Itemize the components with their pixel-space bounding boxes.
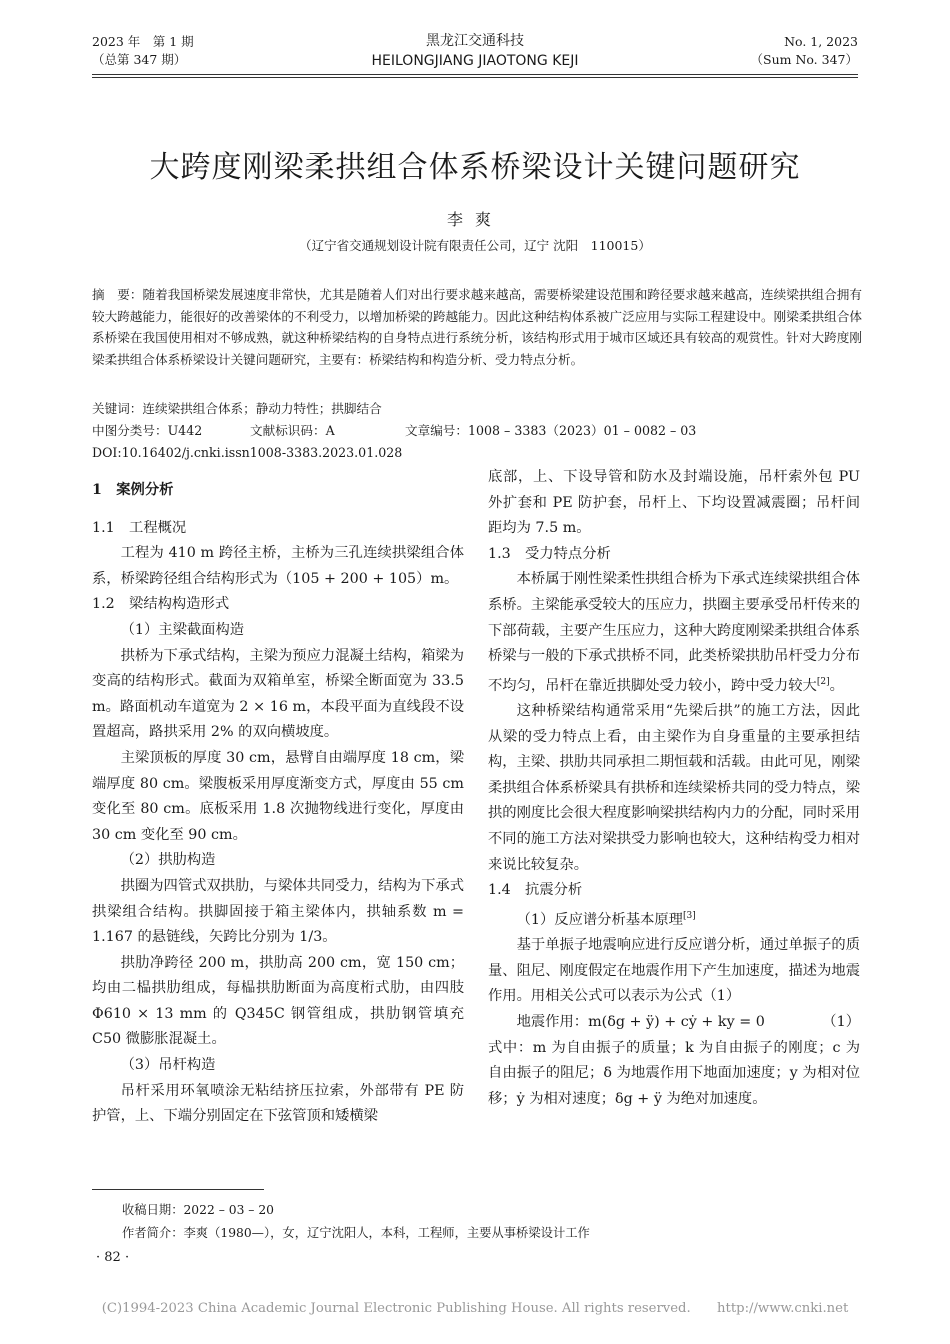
abstract: 摘 要：随着我国桥梁发展速度非常快，尤其是随着人们对出行要求越来越高，需要桥梁建设范围和跨径要求越来越高，连续梁拱组合拥有较大跨越能力，能很好的改善梁体的不利受力，以增加桥梁的跨越能力。因此这种结构体系被广泛应用与实际工程建设中。刚梁柔拱组合体系桥梁在我国使用相对不够成熟，就这种桥梁结构的自身特点进行系统分析，该结构形式用于城市区域还具有较高的观赏性。针对大跨度刚梁柔拱组合体系桥梁设计关键问题研究，主要有：桥梁结构和构造分析、受力特点分析。 — [92, 287, 862, 367]
section-heading-1-4: 1.4 抗震分析 — [488, 882, 583, 899]
doi: DOI:10.16402/j.cnki.issn1008-3383.2023.01.028 — [92, 445, 403, 460]
header-number — [751, 33, 859, 69]
paragraph: 拱肋净跨径 200 m，拱肋高 200 cm，宽 150 cm；均由二榀拱肋组成，每榀拱肋断面为高度桁式肋，由四肢 Φ610 × 13 mm 的 Q345C 钢管组成，拱肋钢管填充 C50 微膨胀混凝土。 — [92, 954, 464, 1048]
right-column — [488, 465, 860, 1112]
header-number-line1: No. 1, 2023 — [784, 34, 858, 49]
subsection-heading: （1）主梁截面构造 — [120, 621, 245, 638]
subsection-heading: （2）拱肋构造 — [120, 852, 216, 869]
copyright-footer: (C)1994-2023 China Academic Journal Electronic Publishing House. All rights reserved. http://www.cnki.net — [101, 1301, 849, 1316]
citation-2: [2] — [816, 676, 830, 687]
paragraph-text: 本桥属于刚性梁柔性拱组合桥为下承式连续梁拱组合体系桥。主梁能承受较大的压应力，拱圈主要承受吊杆传来的下部荷载，主要产生压应力，这种大跨度刚梁柔拱组合体系桥梁与一般的下承式拱桥不同，此类桥梁拱肋吊杆受力分布不均匀，吊杆在靠近拱脚处受力较小，跨中受力较大 — [488, 571, 860, 694]
keywords: 关键词：连续梁拱组合体系；静动力特性；拱脚结合 — [92, 401, 382, 416]
header-issue-line1: 2023 年 第 1 期 — [92, 34, 194, 49]
journal-name-en: HEILONGJIANG JIAOTONG KEJI — [371, 53, 579, 69]
classification-number: 中图分类号：U442 — [92, 423, 203, 438]
equation-number: （1） — [822, 1014, 860, 1030]
equation-1 — [488, 1010, 860, 1036]
paragraph: 拱圈为四管式双拱肋，与梁体共同受力，结构为下承式拱梁组合结构。拱脚固接于箱主梁体内，拱轴系数 m = 1.167 的悬链线，矢跨比分别为 1/3。 — [92, 877, 464, 946]
section-heading-1-2: 1.2 梁结构构造形式 — [92, 596, 230, 613]
paragraph: 底部，上、下设导管和防水及封端设施，吊杆索外包 PU 外扩套和 PE 防护套，吊杆上、下均设置减震圈；吊杆间距均为 7.5 m。 — [488, 469, 860, 537]
paragraph-text-end: 。 — [829, 677, 844, 694]
subsection-heading-text: （1）反应谱分析基本原理 — [516, 911, 683, 928]
paragraph — [488, 567, 860, 699]
header-issue-line2: （总第 347 期） — [92, 52, 187, 67]
section-heading-1-3: 1.3 受力特点分析 — [488, 545, 611, 562]
header-rule-bottom — [92, 77, 858, 78]
equation-body: 地震作用：m(δg + ÿ) + cẏ + ky = 0 — [516, 1014, 765, 1030]
author-affiliation: （辽宁省交通规划设计院有限责任公司，辽宁 沈阳 110015） — [299, 238, 651, 253]
paragraph: 吊杆采用环氧喷涂无粘结挤压拉索，外部带有 PE 防护管，上、下端分别固定在下弦管顶和矮横梁 — [92, 1082, 464, 1125]
subsection-heading: （3）吊杆构造 — [120, 1057, 216, 1074]
article-number: 文章编号：1008 – 3383（2023）01 – 0082 – 03 — [405, 423, 697, 438]
footnote-rule — [92, 1189, 264, 1190]
header-rule-top — [92, 74, 858, 75]
received-date: 收稿日期：2022 – 03 – 20 — [122, 1203, 275, 1217]
article-title: 大跨度刚梁柔拱组合体系桥梁设计关键问题研究 — [149, 150, 801, 185]
paragraph: 基于单振子地震响应进行反应谱分析，通过单振子的质量、阻尼、刚度假定在地震作用下产生加速度，描述为地震作用。用相关公式可以表示为公式（1） — [488, 937, 860, 1005]
left-column — [92, 478, 464, 1130]
paragraph: 拱桥为下承式结构，主梁为预应力混凝土结构，箱梁为变高的结构形式。截面为双箱单室，桥梁全断面宽为 33.5 m。路面机动车道宽为 2 × 16 m，本段平面为直线段不设置超高，路拱采用 2% 的双向横坡度。 — [92, 647, 464, 741]
paragraph: 主梁顶板的厚度 30 cm，悬臂自由端厚度 18 cm，梁端厚度 80 cm。梁腹板采用厚度渐变方式，厚度由 55 cm 变化至 80 cm。底板采用 1.8 次抛物线进行变化，厚度由 30 cm 变化至 90 cm。 — [92, 749, 464, 843]
section-heading-1-1: 1.1 工程概况 — [92, 519, 187, 536]
document-code: 文献标识码：A — [250, 423, 335, 438]
page-number: · 82 · — [96, 1250, 130, 1265]
header-number-line2: （Sum No. 347） — [750, 52, 858, 67]
paragraph: 工程为 410 m 跨径主桥，主桥为三孔连续拱梁组合体系，桥梁跨径组合结构形式为（105 + 200 + 105）m。 — [92, 545, 464, 587]
author-name: 李爽 — [446, 210, 503, 229]
section-heading-1: 1 案例分析 — [92, 482, 174, 498]
journal-name-cn: 黑龙江交通科技 — [426, 33, 524, 49]
paragraph: 式中：m 为自由振子的质量；k 为自由振子的刚度；c 为自由振子的阻尼；δ 为地震作用下地面加速度；y 为相对位移；ẏ 为相对速度；δg + ÿ 为绝对加速度。 — [488, 1039, 860, 1107]
paragraph: 这种桥梁结构通常采用“先梁后拱”的施工方法，因此从梁的受力特点上看，由主梁作为自身重量的主要承担结构，主梁、拱肋共同承担二期恒载和活载。由此可见，刚梁柔拱组合体系桥梁具有拱桥和连续梁桥共同的受力特点，梁拱的刚度比会很大程度影响梁拱结构内力的分配，同时采用不同的施工方法对梁拱受力影响也较大，这种结构受力相对来说比较复杂。 — [488, 703, 860, 873]
subsection-heading — [488, 904, 860, 933]
citation-3: [3] — [682, 910, 696, 921]
author-bio: 作者简介：李爽（1980—），女，辽宁沈阳人，本科，工程师，主要从事桥梁设计工作 — [122, 1226, 590, 1240]
